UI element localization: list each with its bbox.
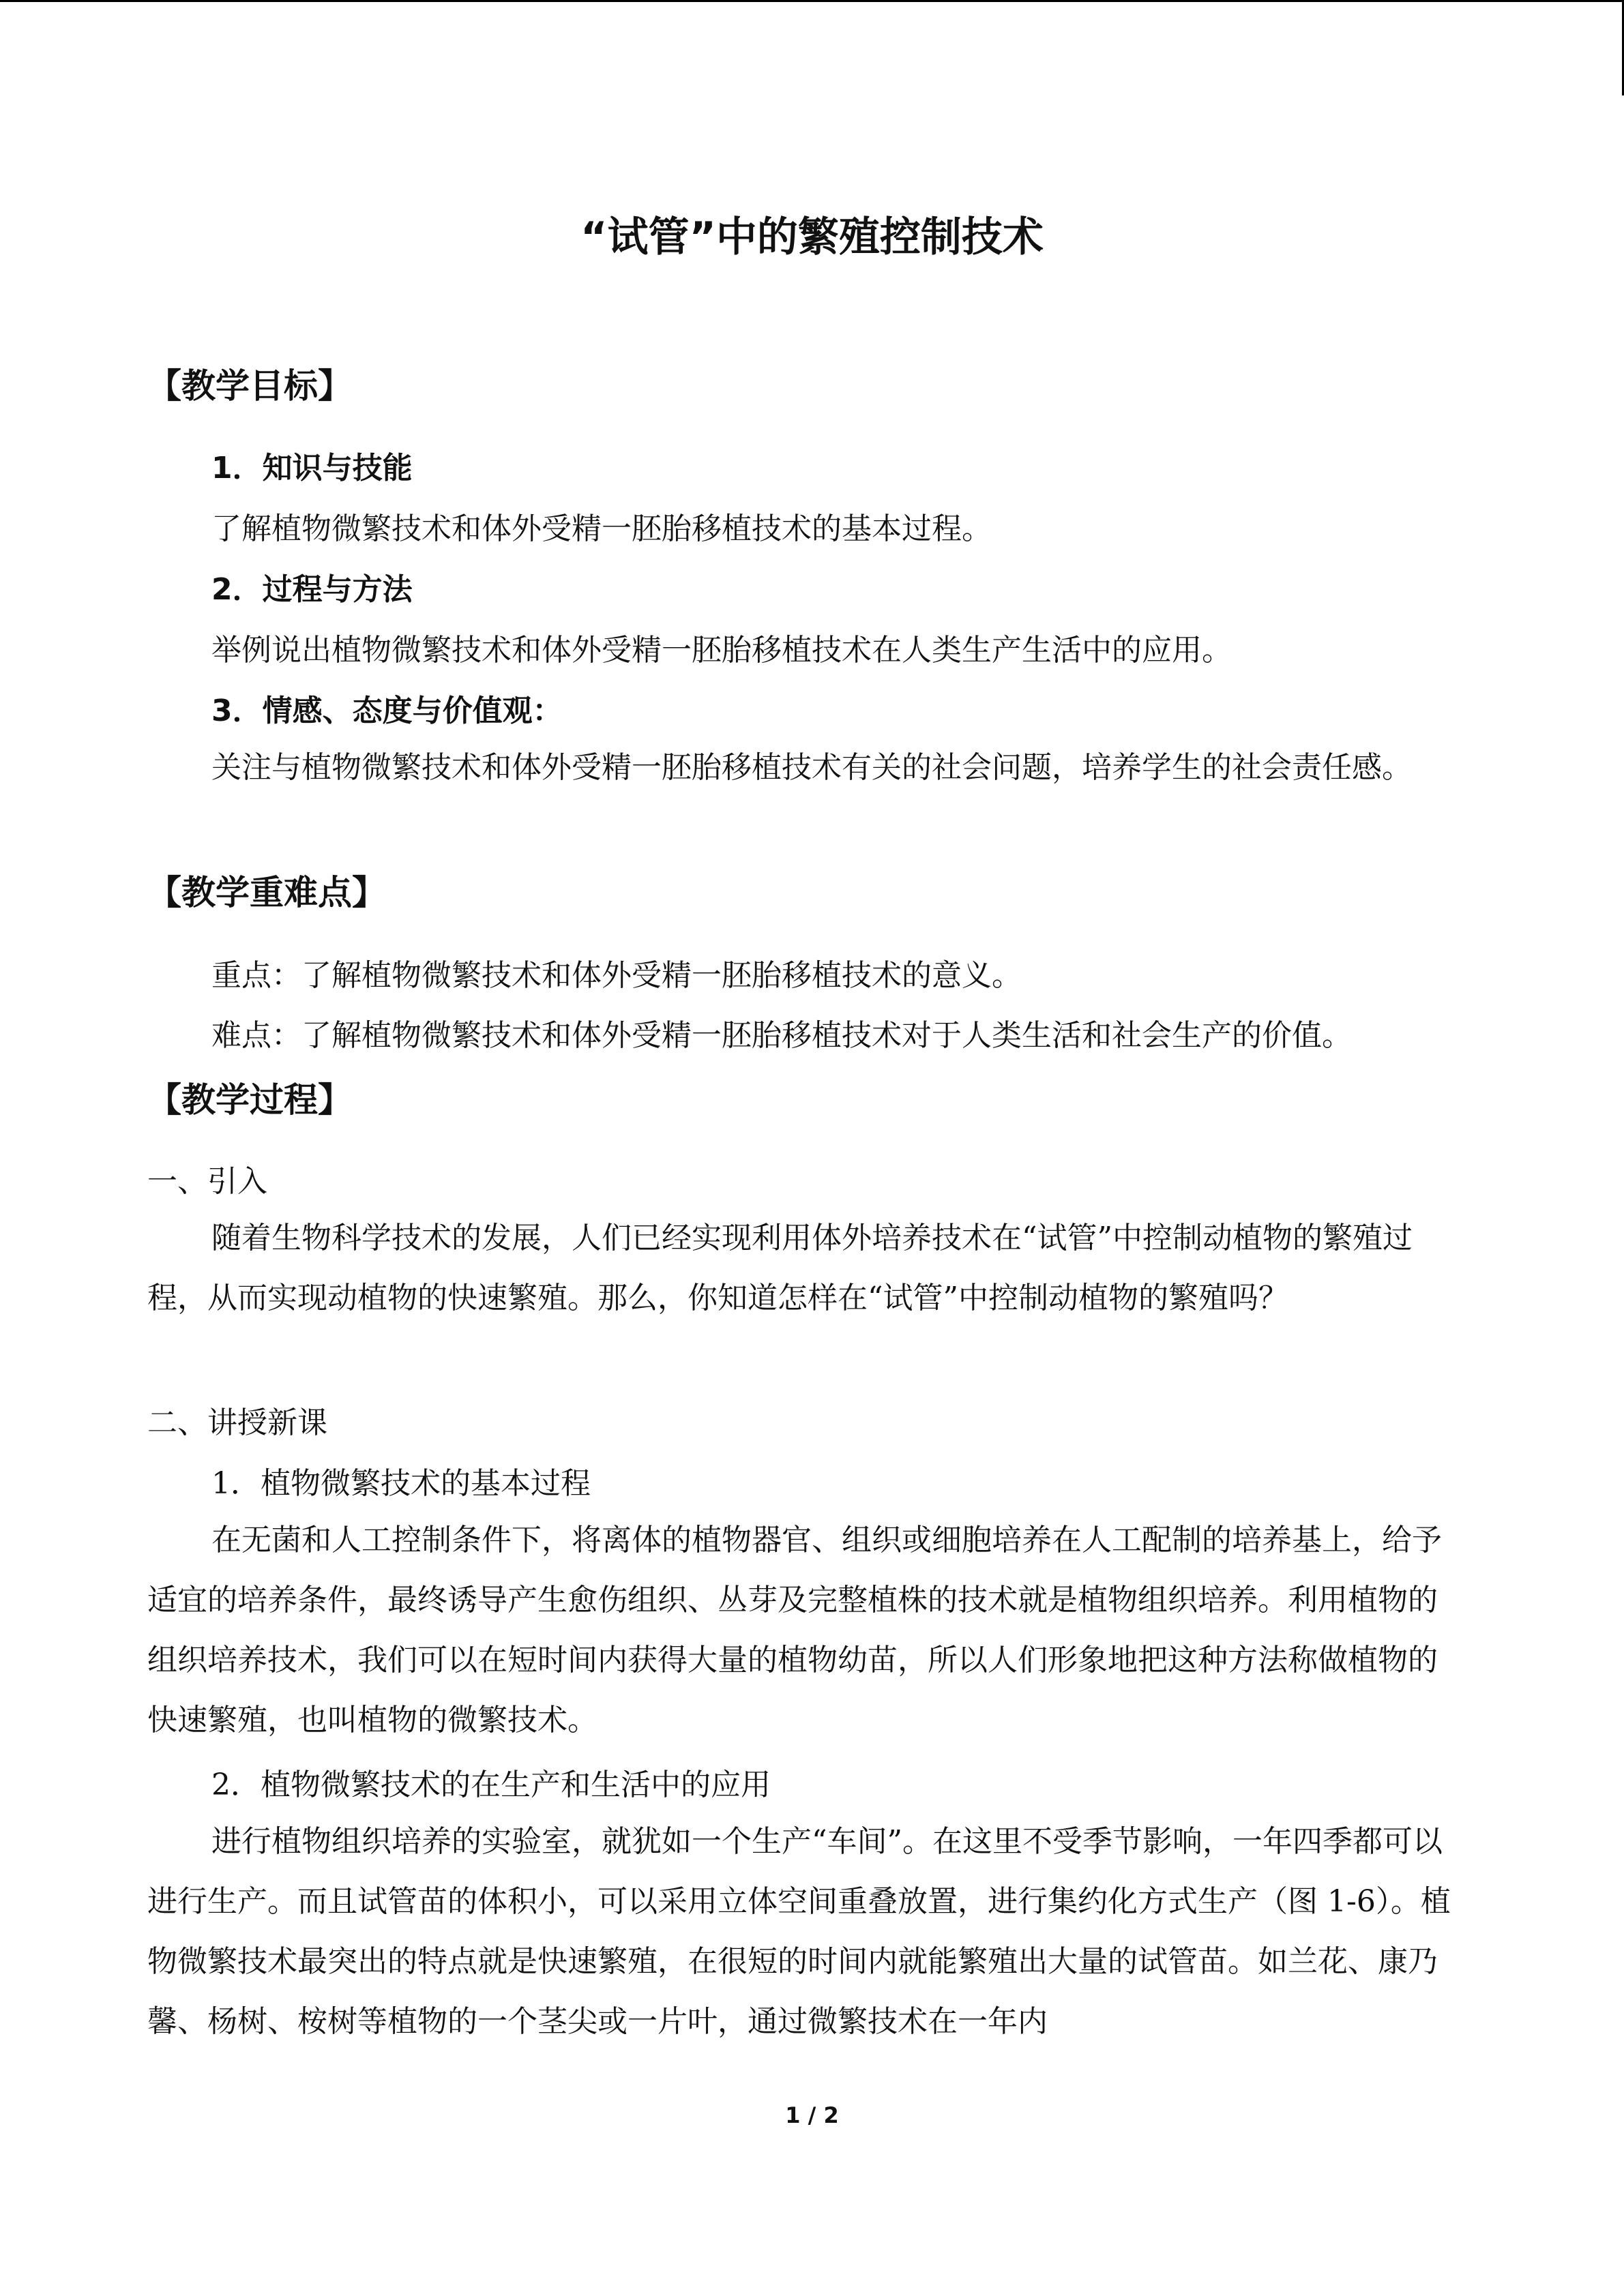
- objective-2-title: 2．过程与方法: [211, 572, 413, 607]
- part-1-text: 随着生物科学技术的发展，人们已经实现利用体外培养技术在“试管”中控制动植物的繁殖过程，从而实现动植物的快速繁殖。那么，你知道怎样在“试管”中控制动植物的繁殖吗？: [147, 1221, 1413, 1315]
- part-1-title: 一、引入: [147, 1164, 267, 1199]
- key-point-text: 重点：了解植物微繁技术和体外受精一胚胎移植技术的意义。: [211, 958, 1022, 993]
- objective-3-title: 3．情感、态度与价值观：: [211, 694, 563, 728]
- objective-1-title: 1．知识与技能: [211, 451, 413, 486]
- document-title: “试管”中的繁殖控制技术: [580, 213, 1044, 261]
- heading-process: 【教学过程】: [147, 1080, 352, 1120]
- subsection-2-text: 进行植物组织培养的实验室，就犹如一个生产“车间”。在这里不受季节影响，一年四季都可以进行生产。而且试管苗的体积小，可以采用立体空间重叠放置，进行集约化方式生产（图 1-6）。植物微繁技术最突出的特点就是快速繁殖，在很短的时间内就能繁殖出大量的试管苗。如兰花、康乃馨、杨树、桉树等植物的一个茎尖或一片叶，通过微繁技术在一年内: [147, 1824, 1451, 2039]
- heading-objectives: 【教学目标】: [147, 366, 352, 406]
- top-border-line: [0, 0, 1624, 2]
- subsection-1-text: 在无菌和人工控制条件下，将离体的植物器官、组织或细胞培养在人工配制的培养基上，给予适宜的培养条件，最终诱导产生愈伤组织、丛芽及完整植株的技术就是植物组织培养。利用植物的组织培养技术，我们可以在短时间内获得大量的植物幼苗，所以人们形象地把这种方法称做植物的快速繁殖，也叫植物的微繁技术。: [147, 1523, 1442, 1738]
- subsection-1-title: 1．植物微繁技术的基本过程: [211, 1466, 591, 1501]
- page-number: 1 / 2: [785, 2102, 839, 2128]
- subsection-2-title: 2．植物微繁技术的在生产和生活中的应用: [211, 1768, 771, 1802]
- difficult-point-text: 难点：了解植物微繁技术和体外受精一胚胎移植技术对于人类生活和社会生产的价值。: [211, 1018, 1352, 1053]
- objective-2-text: 举例说出植物微繁技术和体外受精一胚胎移植技术在人类生产生活中的应用。: [211, 633, 1232, 668]
- objective-1-text: 了解植物微繁技术和体外受精一胚胎移植技术的基本过程。: [211, 511, 992, 546]
- part-2-title: 二、讲授新课: [147, 1405, 327, 1440]
- heading-key-points: 【教学重难点】: [147, 873, 386, 912]
- objective-3-text: 关注与植物微繁技术和体外受精一胚胎移植技术有关的社会问题，培养学生的社会责任感。: [211, 750, 1412, 785]
